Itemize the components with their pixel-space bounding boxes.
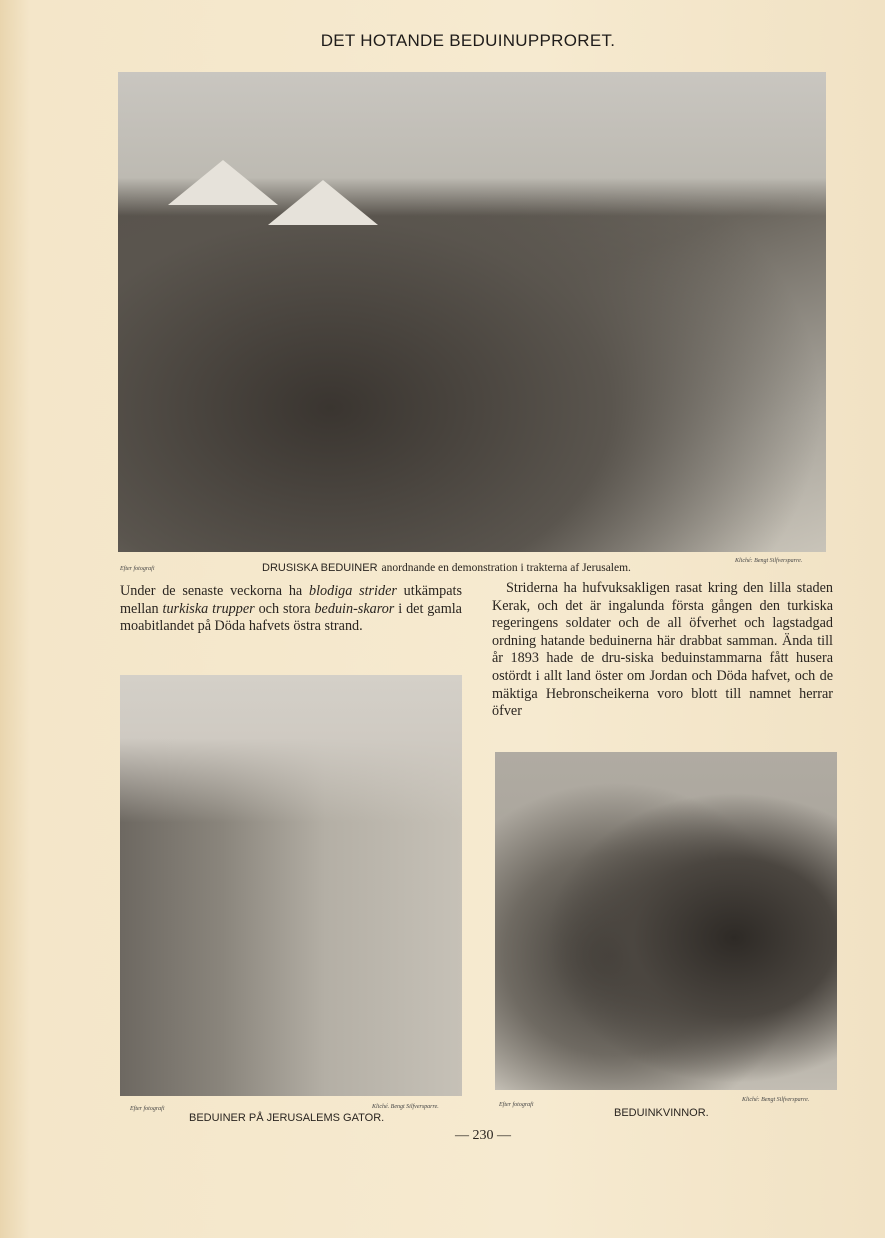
- emphasis: blodiga strider: [308, 583, 397, 599]
- page-title: DET HOTANDE BEDUINUPPRORET.: [320, 31, 616, 50]
- cliche-credit: Kliché: Bengt Silfversparre.: [735, 558, 803, 564]
- figure-caption: [262, 558, 631, 576]
- figure-caption: BEDUINKVINNOR.: [614, 1107, 709, 1119]
- text: och stora: [254, 600, 315, 617]
- emphasis: beduin-skaror: [314, 600, 395, 617]
- photo-jerusalem-street: [120, 675, 462, 1096]
- left-column-text: [120, 583, 462, 636]
- text: utkämpats mellan: [120, 583, 462, 617]
- cliche-credit: Kliché. Bengt Silfversparre.: [372, 1104, 439, 1110]
- emphasis: turkiska trupper: [162, 600, 255, 617]
- photo-credit: Efter fotografi: [120, 566, 155, 572]
- cliche-credit: Kliché: Bengt Silfversparre.: [742, 1097, 810, 1103]
- caption-heading: DRUSISKA BEDUINER: [262, 562, 378, 574]
- figure-caption: BEDUINER PÅ JERUSALEMS GATOR.: [189, 1112, 385, 1124]
- photo-druze-demonstration: [118, 72, 826, 552]
- caption-text: anordnande en demonstration i trakterna af Jerusalem.: [381, 562, 631, 574]
- right-column-text: Striderna ha hufvuksakligen rasat kring den lilla staden Kerak, och det är ingalunda första gången den turkiska regeringens soldater och de all öfverhet och lagstadgad ordning hatande beduinerna här drabbat samman. Ända till år 1893 hade de dru-siska beduinstammarna fått husera ostördt i allt land öster om Jordan och Döda hafvet, och de mäktiga Hebronscheikerna voro blott till namnet herrar öfver: [492, 580, 833, 720]
- photo-credit: Efter fotografi: [130, 1106, 165, 1112]
- photo-bedouin-women: [495, 752, 837, 1090]
- text: Under de senaste veckorna ha: [120, 583, 309, 599]
- tent: [168, 160, 278, 205]
- tent: [268, 180, 378, 225]
- page-number: — 230 —: [455, 1128, 511, 1143]
- text: i det gamla moabitlandet på Döda hafvets östra strand.: [120, 600, 462, 635]
- photo-credit: Efter fotografi: [499, 1102, 534, 1108]
